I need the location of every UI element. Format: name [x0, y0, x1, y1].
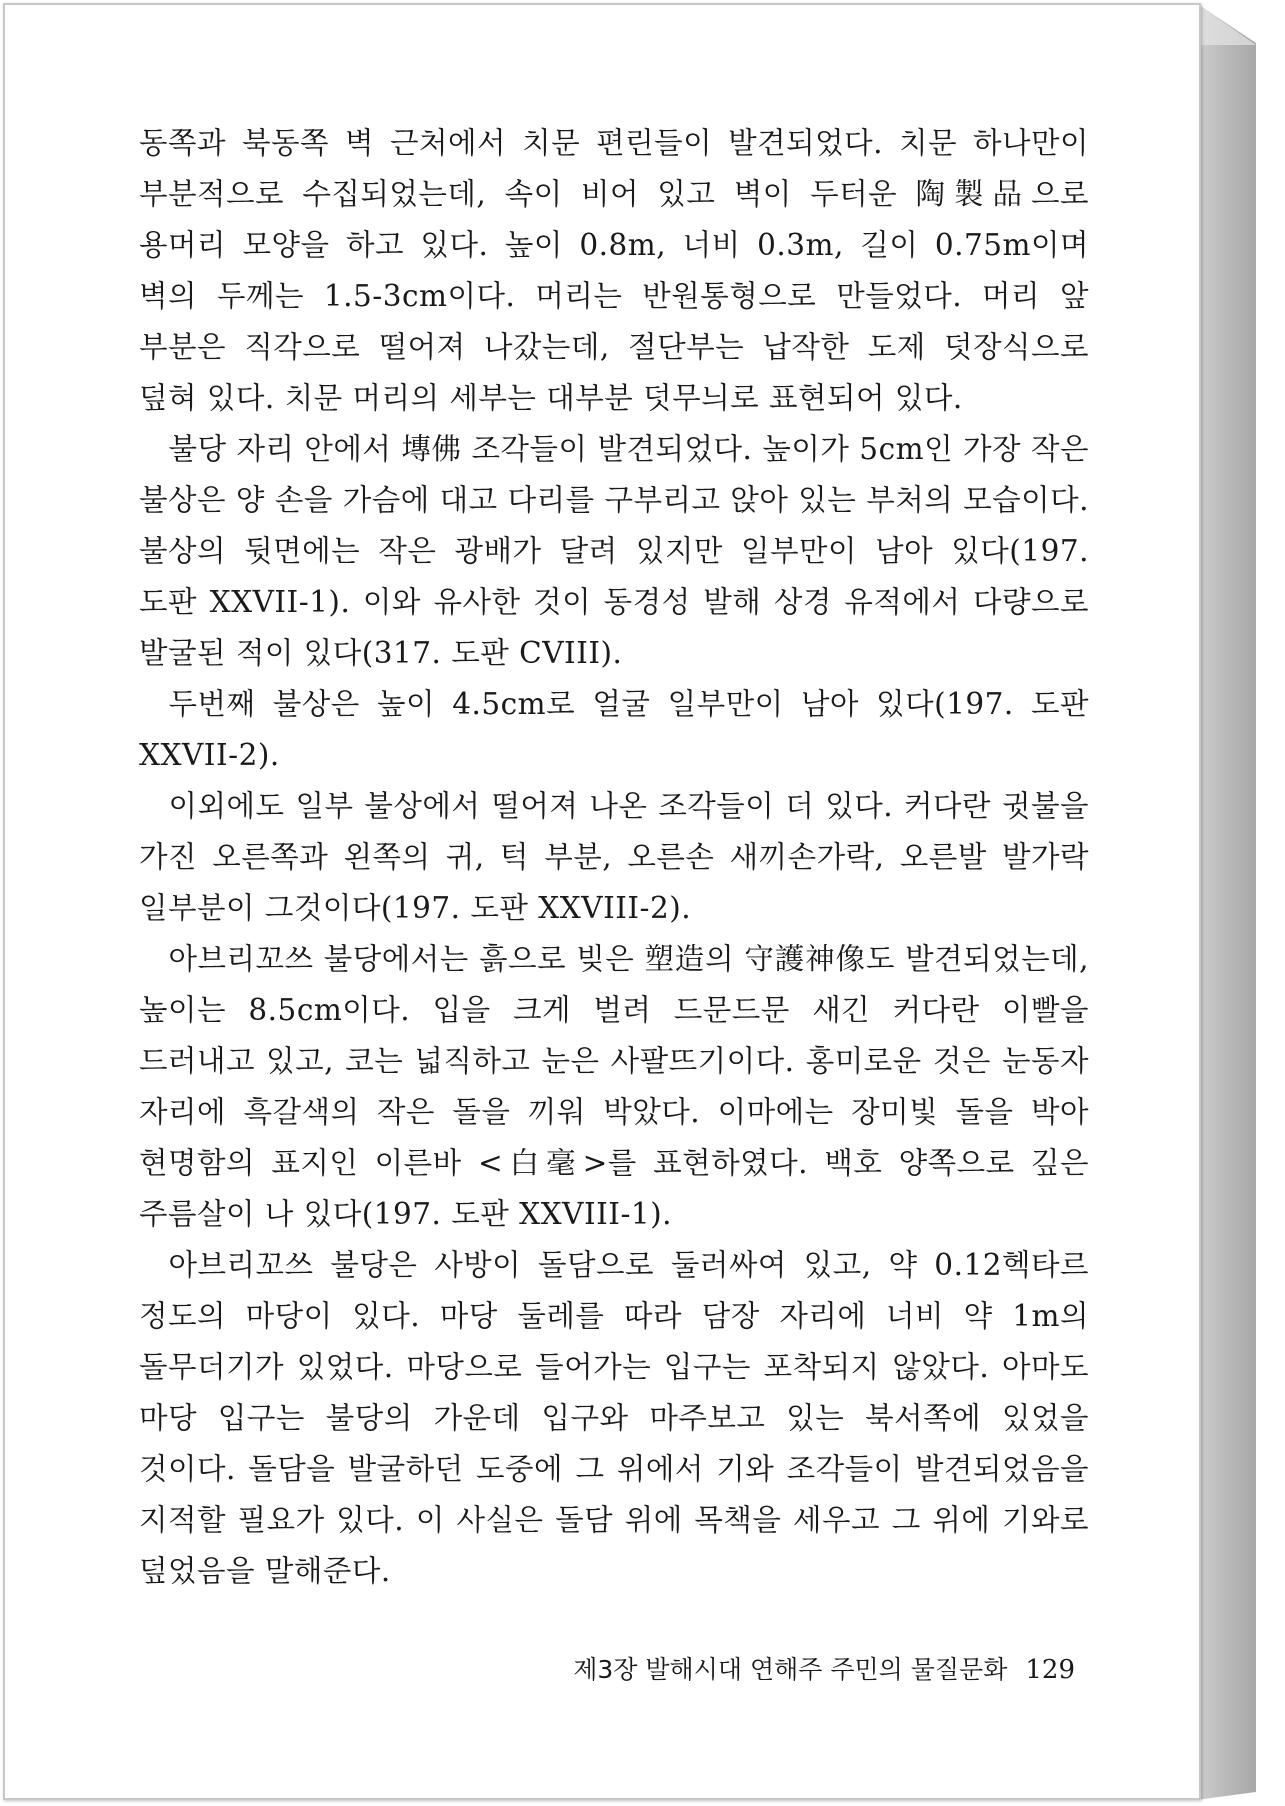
running-title: 제3장 발해시대 연해주 주민의 물질문화 — [573, 1655, 1008, 1684]
paragraph-4: 이외에도 일부 불상에서 떨어져 나온 조각들이 더 있다. 커다란 귓불을 가진 오른쪽과 왼쪽의 귀, 턱 부분, 오른손 새끼손가락, 오른발 발가락 일부분이 그것이다(197. 도판 XXVIII-2). — [139, 789, 1089, 925]
page-edge-top — [1196, 3, 1256, 45]
page-edge — [1196, 3, 1256, 1800]
paragraph-5: 아브리꼬쓰 불당에서는 흙으로 빚은 塑造의 守護神像도 발견되었는데, 높이는 8.5cm이다. 입을 크게 벌려 드문드문 새긴 커다란 이빨을 드러내고 있고, 코는 넓직하고 눈은 사팔뜨기이다. 홍미로운 것은 눈동자 자리에 흑갈색의 작은 돌을 끼워 박았다. 이마에는 장미빛 돌을 박아 현명함의 표지인 이른바 <白毫>를 표현하였다. 백호 양쪽으로 깊은 주름살이 나 있다(197. 도판 XXVIII-1). — [139, 942, 1089, 1231]
paragraph-3: 두번째 불상은 높이 4.5cm로 얼굴 일부만이 남아 있다(197. 도판 XXVII-2). — [139, 687, 1089, 772]
body-text — [139, 118, 1089, 1597]
page-number: 129 — [1025, 1655, 1075, 1685]
paragraph-1: 동쪽과 북동쪽 벽 근처에서 치문 편린들이 발견되었다. 치문 하나만이 부분적으로 수집되었는데, 속이 비어 있고 벽이 두터운 陶製品으로 용머리 모양을 하고 있다. 높이 0.8m, 너비 0.3m, 길이 0.75m이며 벽의 두께는 1.5-3cm이다. 머리는 반원통형으로 만들었다. 머리 앞 부분은 직각으로 떨어져 나갔는데, 절단부는 납작한 도제 덧장식으로 덮혀 있다. 치문 머리의 세부는 대부분 덧무늬로 표현되어 있다. — [139, 126, 1089, 415]
paragraph-6: 아브리꼬쓰 불당은 사방이 돌담으로 둘러싸여 있고, 약 0.12헥타르 정도의 마당이 있다. 마당 둘레를 따라 담장 자리에 너비 약 1m의 돌무더기가 있었다. 마당으로 들어가는 입구는 포착되지 않았다. 아마도 마당 입구는 불당의 가운데 입구와 마주보고 있는 북서쪽에 있었을 것이다. 돌담을 발굴하던 도중에 그 위에서 기와 조각들이 발견되었음을 지적할 필요가 있다. 이 사실은 돌담 위에 목책을 세우고 그 위에 기와로 덮었음을 말해준다. — [139, 1248, 1089, 1588]
paragraph-2: 불당 자리 안에서 塼佛 조각들이 발견되었다. 높이가 5cm인 가장 작은 불상은 양 손을 가슴에 대고 다리를 구부리고 앉아 있는 부처의 모습이다. 불상의 뒷면에는 작은 광배가 달려 있지만 일부만이 남아 있다(197. 도판 XXVII-1). 이와 유사한 것이 동경성 발해 상경 유적에서 다량으로 발굴된 적이 있다(317. 도판 CVIII). — [139, 432, 1089, 670]
page-footer — [560, 1650, 1075, 1686]
